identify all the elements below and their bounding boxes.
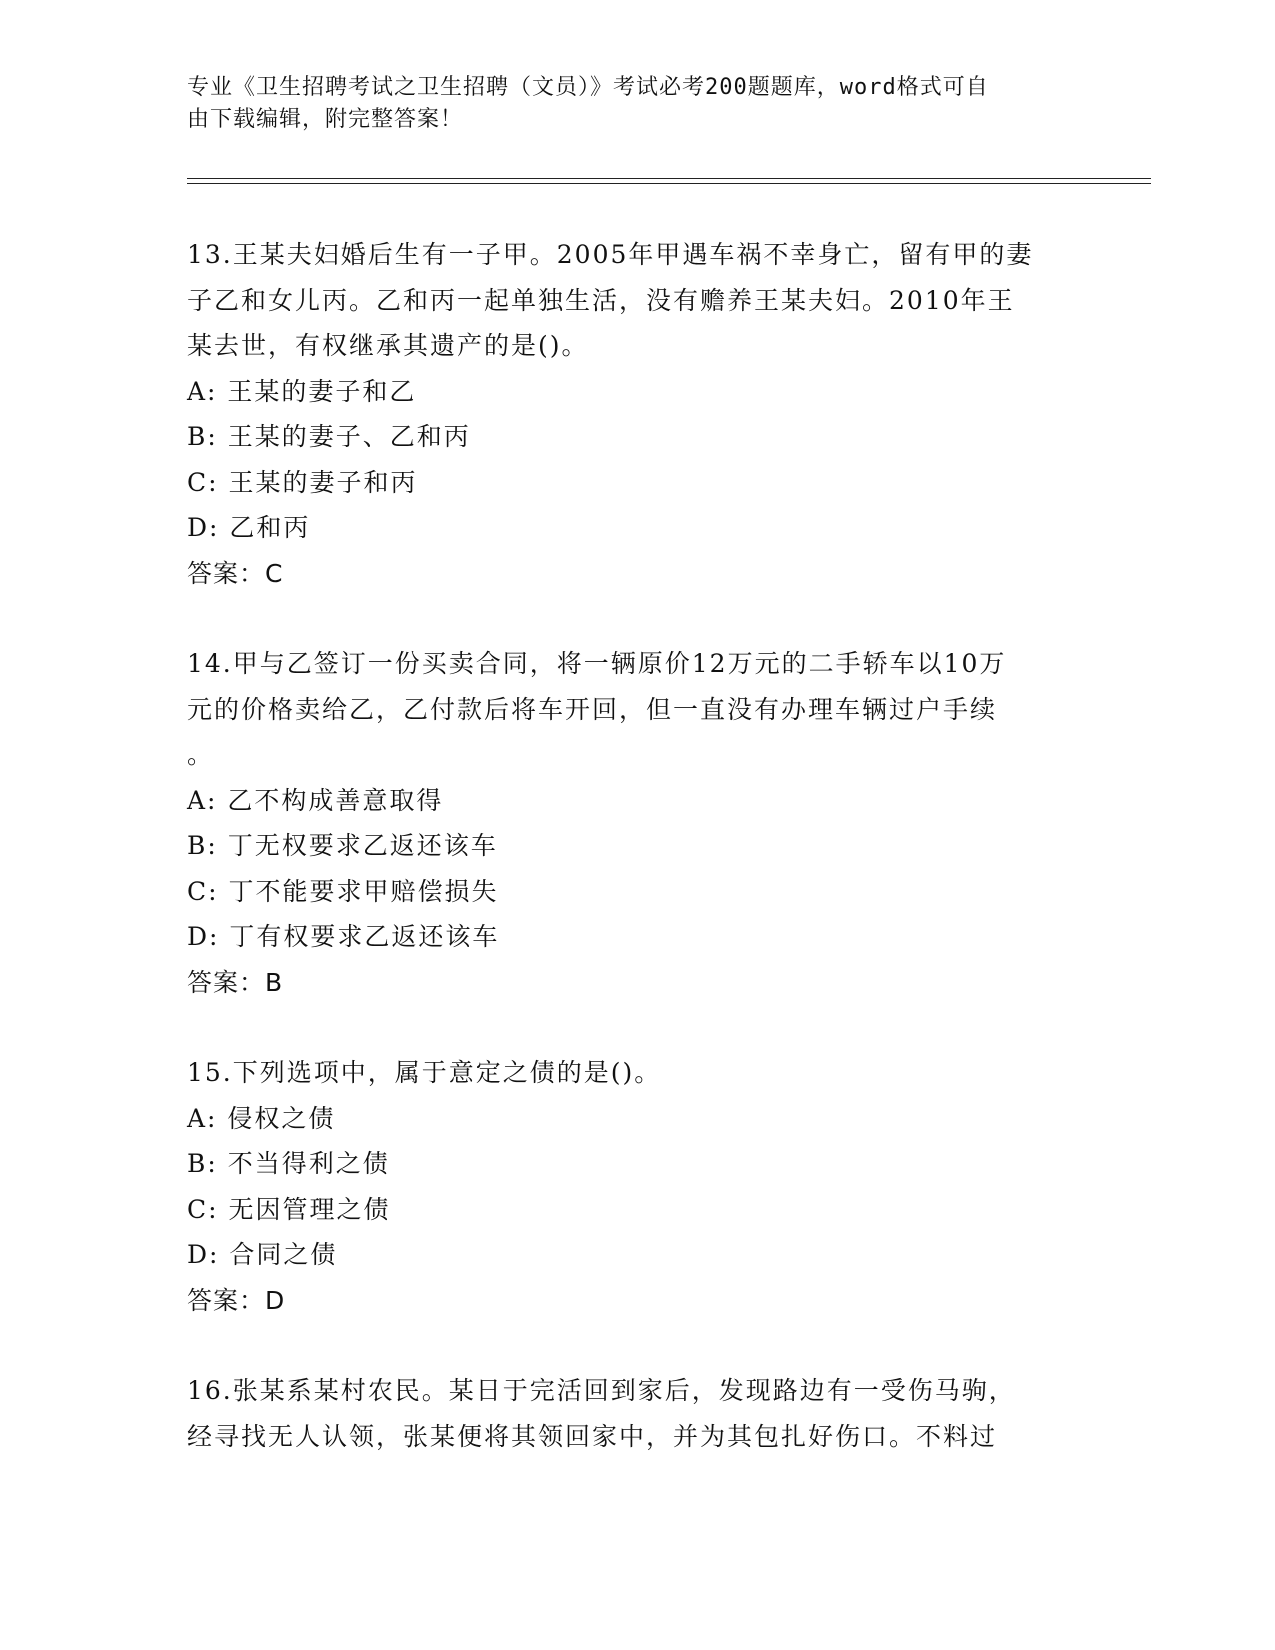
question-list (187, 232, 1087, 1459)
option-c: C: 王某的妻子和丙 (187, 467, 418, 497)
header-divider-bottom (187, 183, 1151, 184)
header-line-2: 由下载编辑，附完整答案！ (187, 107, 464, 132)
question-line: 经寻找无人认领，张某便将其领回家中，并为其包扎好伤口。不料过 (187, 1421, 998, 1451)
option-a: A: 王某的妻子和乙 (187, 376, 417, 406)
question-14 (187, 641, 1087, 1005)
question-line: 16.张某系某村农民。某日于完活回到家后，发现路边有一受伤马驹， (187, 1376, 1016, 1405)
option-b: B: 王某的妻子、乙和丙 (187, 422, 471, 451)
document-header (187, 72, 1067, 136)
question-line: 某去世，有权继承其遗产的是()。 (187, 331, 589, 360)
question-line: 子乙和女儿丙。乙和丙一起单独生活，没有赡养王某夫妇。2010年王 (187, 285, 1015, 315)
option-c: C: 丁不能要求甲赔偿损失 (187, 876, 499, 906)
answer: 答案：B (187, 967, 284, 997)
option-d: D: 合同之债 (187, 1240, 338, 1269)
question-line: 元的价格卖给乙，乙付款后将车开回，但一直没有办理车辆过户手续 (187, 694, 998, 724)
question-line: 14.甲与乙签订一份买卖合同，将一辆原价12万元的二手轿车以10万 (187, 649, 1007, 678)
option-c: C: 无因管理之债 (187, 1194, 391, 1224)
question-13 (187, 232, 1087, 596)
option-d: D: 丁有权要求乙返还该车 (187, 922, 500, 951)
question-line: 13.王某夫妇婚后生有一子甲。2005年甲遇车祸不幸身亡，留有甲的妻 (187, 240, 1034, 269)
question-line: 。 (187, 740, 215, 769)
option-b: B: 丁无权要求乙返还该车 (187, 831, 498, 860)
header-divider-top (187, 178, 1151, 179)
answer: 答案：D (187, 1285, 286, 1315)
option-b: B: 不当得利之债 (187, 1149, 390, 1178)
header-line-1: 专业《卫生招聘考试之卫生招聘（文员）》考试必考200题题库，word格式可自 (187, 75, 989, 100)
question-15 (187, 1050, 1087, 1323)
option-a: A: 乙不构成善意取得 (187, 785, 444, 815)
question-line: 15.下列选项中，属于意定之债的是()。 (187, 1058, 662, 1087)
option-a: A: 侵权之债 (187, 1103, 336, 1133)
option-d: D: 乙和丙 (187, 513, 311, 542)
question-16 (187, 1368, 1087, 1459)
question-spacer (187, 1323, 1087, 1368)
question-spacer (187, 1005, 1087, 1050)
answer: 答案：C (187, 558, 284, 588)
question-spacer (187, 596, 1087, 641)
